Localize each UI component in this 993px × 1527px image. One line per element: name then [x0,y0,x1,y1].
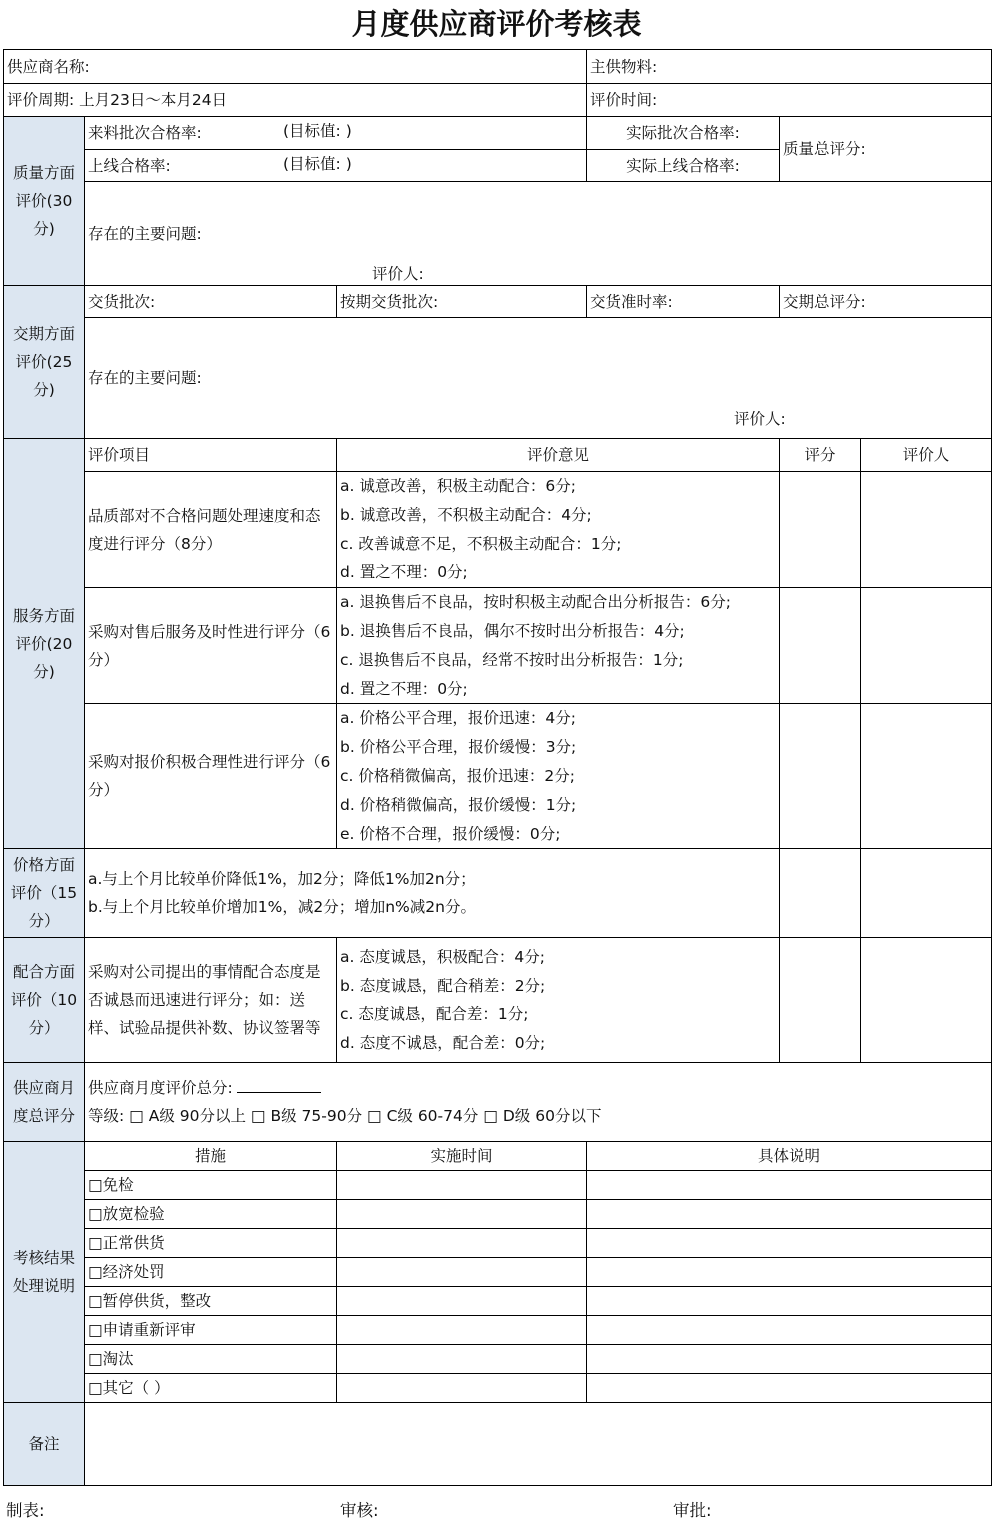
incoming-batch-rate-field[interactable] [85,117,587,150]
page-title: 月度供应商评价考核表 [351,7,642,41]
option-line: d. 态度不诚恳，配合差：0分; [340,1034,546,1053]
measure-time[interactable] [337,1200,587,1229]
main-material-field[interactable]: 主供物料: [587,50,992,84]
option-line: c. 退换售后不良品，经常不按时出分析报告：1分; [340,650,684,669]
measure-detail[interactable] [587,1229,992,1258]
made-by-label: 制表: [6,1501,45,1520]
grade-options[interactable]: 等级: □ A级 90分以上 □ B级 75-90分 □ C级 60-74分 □ D级 60分以下 [88,1107,602,1126]
online-pass-rate-label: 上线合格率: [88,156,171,175]
monthly-total-label: 供应商月度评价总分: [88,1078,233,1097]
quality-issues-field[interactable] [85,182,992,286]
option-line: b. 价格公平合理，报价缓慢：3分; [340,738,577,757]
option-line: d. 置之不理：0分; [340,563,468,582]
measure-checkbox[interactable]: □申请重新评审 [85,1316,337,1345]
measure-checkbox[interactable]: □淘汰 [85,1345,337,1374]
service-options-1 [337,472,780,588]
service-item-2: 采购对售后服务及时性进行评分（6分） [85,588,337,704]
actual-online-rate-field[interactable]: 实际上线合格率: [587,150,780,182]
delivery-issues-field[interactable] [85,318,992,439]
evaluation-time-field[interactable]: 评价时间: [587,84,992,117]
result-category: 考核结果处理说明 [4,1142,85,1403]
remarks-category: 备注 [4,1403,85,1486]
quality-category: 质量方面评价(30分) [4,117,85,286]
cooperation-category: 配合方面评价（10分） [4,938,85,1063]
monthly-total-category: 供应商月度总评分 [4,1063,85,1142]
measure-time[interactable] [337,1287,587,1316]
supplier-name-field[interactable]: 供应商名称: [4,50,587,84]
measure-time[interactable] [337,1229,587,1258]
price-score[interactable] [780,849,861,938]
option-line: a. 态度诚恳，积极配合：4分; [340,947,545,966]
measure-checkbox[interactable]: □放宽检验 [85,1200,337,1229]
price-rule-line: a.与上个月比较单价降低1%，加2分；降低1%加2n分； [88,869,476,888]
option-line: d. 价格稍微偏高，报价缓慢：1分; [340,795,577,814]
option-line: e. 价格不合理，报价缓慢：0分; [340,824,561,843]
service-header-item: 评价项目 [85,439,337,472]
delivery-total-score-field[interactable]: 交期总评分: [780,286,992,318]
approved-by-label: 审批: [673,1501,712,1520]
evaluation-table [3,49,992,1486]
option-line: a. 退换售后不良品，按时积极主动配合出分析报告：6分; [340,593,731,612]
measure-detail[interactable] [587,1345,992,1374]
measure-time[interactable] [337,1171,587,1200]
measure-time[interactable] [337,1374,587,1403]
option-line: a. 诚意改善，积极主动配合：6分; [340,477,576,495]
service-score-3[interactable] [780,704,861,849]
option-line: b. 诚意改善，不积极主动配合：4分; [340,505,592,524]
service-category: 服务方面评价(20分) [4,439,85,849]
measure-detail[interactable] [587,1374,992,1403]
result-header-time: 实施时间 [337,1142,587,1171]
measure-time[interactable] [337,1345,587,1374]
delivery-issues-label: 存在的主要问题: [88,369,202,387]
service-evaluator-3[interactable] [861,704,992,849]
measure-checkbox[interactable]: □经济处罚 [85,1258,337,1287]
service-options-2 [337,588,780,704]
measure-detail[interactable] [587,1171,992,1200]
option-line: c. 态度诚恳，配合差：1分; [340,1005,529,1024]
option-line: a. 价格公平合理，报价迅速：4分; [340,709,576,728]
measure-checkbox[interactable]: □其它（ ） [85,1374,337,1403]
measure-checkbox[interactable]: □正常供货 [85,1229,337,1258]
cooperation-score[interactable] [780,938,861,1063]
service-header-evaluator: 评价人 [861,439,992,472]
remarks-field[interactable] [85,1403,992,1486]
measure-time[interactable] [337,1316,587,1345]
service-item-3: 采购对报价积极合理性进行评分（6分） [85,704,337,849]
option-line: d. 置之不理：0分; [340,679,468,698]
reviewed-by-label: 审核: [340,1501,379,1520]
result-header-detail: 具体说明 [587,1142,992,1171]
price-rule-line: b.与上个月比较单价增加1%，减2分；增加n%减2n分。 [88,898,476,917]
price-rules [85,849,780,938]
quality-evaluator-label: 评价人: [372,265,424,283]
target-value-1: (目标值: ) [283,122,352,140]
evaluation-period: 评价周期: 上月23日～本月24日 [4,84,587,117]
option-line: c. 价格稍微偏高，报价迅速：2分; [340,766,575,785]
option-line: c. 改善诚意不足，不积极主动配合：1分; [340,534,622,553]
result-header-measure: 措施 [85,1142,337,1171]
service-score-1[interactable] [780,472,861,588]
service-score-2[interactable] [780,588,861,704]
online-pass-rate-field[interactable] [85,150,587,182]
measure-detail[interactable] [587,1200,992,1229]
service-options-3 [337,704,780,849]
delivery-batches-field[interactable]: 交货批次: [85,286,337,318]
quality-total-score-field[interactable]: 质量总评分: [780,117,992,182]
measure-detail[interactable] [587,1316,992,1345]
monthly-total-cell [85,1063,992,1142]
target-value-2: (目标值: ) [283,155,352,173]
incoming-batch-rate-label: 来料批次合格率: [88,124,202,142]
cooperation-options [337,938,780,1063]
delivery-category: 交期方面评价(25分) [4,286,85,439]
service-evaluator-1[interactable] [861,472,992,588]
service-item-1: 品质部对不合格问题处理速度和态度进行评分（8分） [85,472,337,588]
measure-detail[interactable] [587,1258,992,1287]
delivery-evaluator-label: 评价人: [734,410,786,428]
price-category: 价格方面评价（15分） [4,849,85,938]
monthly-total-line[interactable] [88,1074,988,1103]
total-score-blank[interactable] [237,1076,321,1093]
actual-batch-rate-field[interactable]: 实际批次合格率: [587,117,780,150]
measure-detail[interactable] [587,1287,992,1316]
measure-checkbox[interactable]: □暂停供货，整改 [85,1287,337,1316]
service-evaluator-2[interactable] [861,588,992,704]
service-header-opinion: 评价意见 [337,439,780,472]
price-evaluator[interactable] [861,849,992,938]
ontime-rate-field[interactable]: 交货准时率: [587,286,780,318]
service-header-score: 评分 [780,439,861,472]
ontime-batches-field[interactable]: 按期交货批次: [337,286,587,318]
measure-checkbox[interactable]: □免检 [85,1171,337,1200]
option-line: b. 态度诚恳，配合稍差：2分; [340,976,546,995]
cooperation-item: 采购对公司提出的事情配合态度是否诚恳而迅速进行评分；如：送样、试验品提供补数、协议签署等 [85,938,337,1063]
option-line: b. 退换售后不良品，偶尔不按时出分析报告：4分; [340,621,685,640]
measure-time[interactable] [337,1258,587,1287]
cooperation-evaluator[interactable] [861,938,992,1063]
quality-issues-label: 存在的主要问题: [88,224,202,243]
